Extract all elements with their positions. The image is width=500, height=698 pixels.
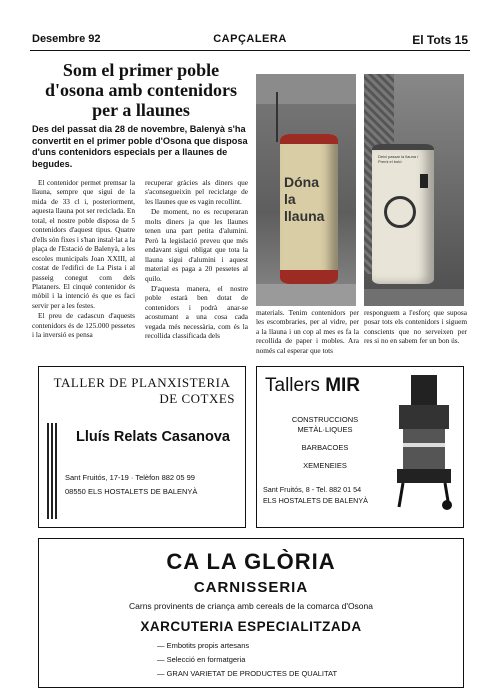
ad-planxisteria bbox=[38, 366, 246, 528]
bin-instructions: Deixi passar la llauna / Premi el botó bbox=[378, 154, 419, 164]
paragraph: El preu de cadascun d'aquests contenidors és de 125.000 pessetes i la inversió es pensa bbox=[32, 311, 135, 340]
article-column-1 bbox=[32, 178, 135, 341]
list-item: — Embotits propis artesans bbox=[157, 641, 250, 650]
ad-subtitle-2: XARCUTERIA ESPECIALITZADA bbox=[140, 619, 362, 634]
ad-address: Sant Fruitós, 17-19 · Telèfon 882 05 99 bbox=[65, 473, 195, 482]
ad-service-3: XEMENEIES bbox=[303, 461, 347, 470]
page-header bbox=[30, 28, 470, 51]
decorative-stripes bbox=[47, 423, 59, 519]
article-lead: Des del passat dia 28 de novembre, Balenyà s'ha convertit en el primer poble d'Osona que disposa d'uns contenidors especials per a llaunes de begudes. bbox=[32, 124, 248, 169]
ad-line2: DE COTXES bbox=[159, 391, 235, 406]
paragraph: recuperar gràcies als diners que s'aconsegueixin pel reciclatge de les llaunes que es vagin recollint. bbox=[145, 178, 248, 206]
header-section: CAPÇALERA bbox=[213, 33, 287, 45]
list-item-label: GRAN VARIETAT DE PRODUCTES DE QUALITAT bbox=[166, 669, 338, 678]
paragraph: D'aquesta manera, el nostre poble estarà ben dotat de contenidors i podrà anar-se acostumant a una cosa cada vegada més necessària, com és la recollida classificada dels bbox=[145, 283, 248, 341]
barbecue-icon bbox=[391, 373, 457, 513]
can-bin bbox=[372, 144, 434, 284]
header-page-number: El Tots 15 bbox=[412, 33, 468, 47]
article-title: Som el primer poble d'osona amb contenidors per a llaunes bbox=[44, 60, 238, 120]
list-item-label: Selecció en formatgeria bbox=[166, 655, 246, 664]
ad-tallers-mir bbox=[256, 366, 464, 528]
ad-service-2: BARBACOES bbox=[301, 443, 349, 452]
newspaper-page bbox=[30, 28, 470, 688]
paragraph: El contenidor permet premsar la llauna, sempre que sigui de la mida de 33 cl i, posteriorment, aquesta llauna pot ser reciclada. En total, el nostre poble disposa de 5 contenidors d'aquest tipus. Quatre d'ells són fixes i s'han instal·lat a la plaça de l'Estació de Balenyà, a les escoles municipals Joan XXIII, al costat de l'edifici de La Pista i al passeig conegut com dels Plataners. El cinquè contenidor és mòbil i la intenció és que es faci servir per a les festes. bbox=[32, 178, 135, 310]
header-date: Desembre 92 bbox=[32, 33, 101, 45]
ad-title-a: Tallers bbox=[265, 375, 326, 396]
ad-ca-la-gloria bbox=[38, 538, 464, 688]
can-bin bbox=[280, 134, 338, 284]
paragraph: responguem a l'esforç que suposa posar tots els contenidors i siguem conscients que no serveixen per res si no en sabem fer un bon ús. bbox=[364, 308, 467, 346]
ad-city: 08550 ELS HOSTALETS DE BALENYÀ bbox=[65, 487, 198, 496]
photo-can-container-1 bbox=[256, 74, 356, 306]
ad-owner-name: Lluís Relats Casanova bbox=[76, 429, 230, 445]
article-column-2 bbox=[145, 178, 248, 342]
ad-service-1: CONSTRUCCIONS METÀL·LIQUES bbox=[291, 415, 359, 434]
ad-title-b: MIR bbox=[325, 375, 361, 396]
ad-description: Carns provinents de criança amb cereals de la comarca d'Osona bbox=[129, 601, 373, 611]
ad-shop-name: CA LA GLÒRIA bbox=[166, 549, 336, 574]
recycle-icon bbox=[384, 196, 416, 228]
ad-city: ELS HOSTALETS DE BALENYÀ bbox=[263, 496, 368, 505]
ad-item-list bbox=[157, 639, 337, 681]
paragraph: materials. Tenim contenidors per les escombraries, per al vidre, per a la llauna i un cop al mes es fa la recollida de paper i mobles. Ara només cal esperar que tots bbox=[256, 308, 359, 355]
photo-can-container-2 bbox=[364, 74, 464, 306]
ad-subtitle: CARNISSERIA bbox=[193, 579, 309, 596]
article-column-3 bbox=[256, 308, 359, 356]
ad-title bbox=[265, 375, 360, 397]
paragraph: De moment, no es recuperaran molts diners ja que les llaunes tenen una part petita d'alumini. Però la legislació preveu que més endavant sigui obligat que tota la llauna sigui d'alumini i aquest material es paga a 20 pessetes al quilo. bbox=[145, 207, 248, 283]
bin-slogan: Dóna la llauna bbox=[284, 174, 325, 224]
article-column-4 bbox=[364, 308, 467, 347]
list-item: — Selecció en formatgeria bbox=[157, 655, 246, 664]
ad-line1: TALLER DE PLANXISTERIA bbox=[53, 375, 231, 390]
list-item: — GRAN VARIETAT DE PRODUCTES DE QUALITAT bbox=[157, 669, 338, 678]
ad-address: Sant Fruitós, 8 - Tel. 882 01 54 bbox=[263, 485, 362, 494]
list-item-label: Embotits propis artesans bbox=[166, 641, 250, 650]
